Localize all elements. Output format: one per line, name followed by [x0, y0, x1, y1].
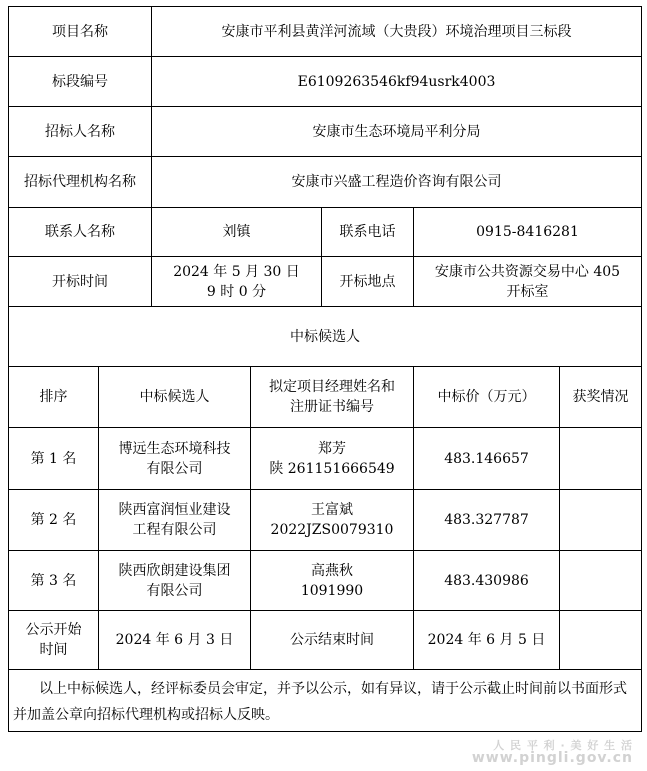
candidate-awards	[560, 551, 642, 611]
contact-value: 刘镇	[152, 208, 322, 257]
tenderer-label: 招标人名称	[9, 107, 152, 157]
open-place-line2: 开标室	[506, 283, 549, 300]
site-watermark	[472, 739, 633, 765]
row-candidates-title	[9, 307, 642, 367]
publicity-start-label: 公示开始 时间	[9, 611, 99, 670]
watermark-url: www.pingli.gov.cn	[471, 750, 633, 766]
section-code-value: E6109263546kf94usrk4003	[152, 57, 642, 107]
open-place-line1: 安康市公共资源交易中心 405	[434, 263, 621, 280]
candidate-price: 483.146657	[414, 428, 560, 490]
table-row	[9, 551, 642, 611]
agency-value: 安康市兴盛工程造价咨询有限公司	[152, 157, 642, 208]
open-time-value	[152, 257, 322, 307]
phone-value: 0915-8416281	[414, 208, 642, 257]
open-time-date: 2024 年 5 月 30 日	[173, 263, 300, 280]
tenderer-value: 安康市生态环境局平利分局	[152, 107, 642, 157]
section-code-label: 标段编号	[9, 57, 152, 107]
open-time-label: 开标时间	[9, 257, 152, 307]
candidate-price: 483.327787	[414, 490, 560, 551]
candidate-rank: 第 2 名	[9, 490, 99, 551]
candidate-awards	[560, 428, 642, 490]
open-place-value	[414, 257, 642, 307]
candidate-manager: 郑芳 陕 261151666549	[251, 428, 414, 490]
open-place-label: 开标地点	[322, 257, 414, 307]
candidate-name: 陕西欣朗建设集团 有限公司	[99, 551, 251, 611]
contact-label: 联系人名称	[9, 208, 152, 257]
candidate-name: 陕西富润恒业建设 工程有限公司	[99, 490, 251, 551]
row-notice	[9, 670, 642, 732]
candidate-price: 483.430986	[414, 551, 560, 611]
publicity-blank-cell	[560, 611, 642, 670]
project-name-label: 项目名称	[9, 7, 152, 57]
col-manager-header: 拟定项目经理姓名和 注册证书编号	[251, 367, 414, 428]
candidate-rank: 第 3 名	[9, 551, 99, 611]
publicity-start-value: 2024 年 6 月 3 日	[99, 611, 251, 670]
project-name-value: 安康市平利县黄洋河流域（大贵段）环境治理项目三标段	[152, 7, 642, 57]
candidate-manager: 高燕秋 1091990	[251, 551, 414, 611]
row-publicity	[9, 611, 642, 670]
row-bid-opening	[9, 257, 642, 307]
row-contact	[9, 208, 642, 257]
candidates-title: 中标候选人	[9, 307, 642, 367]
col-price-header: 中标价（万元）	[414, 367, 560, 428]
candidate-rank: 第 1 名	[9, 428, 99, 490]
row-tenderer	[9, 107, 642, 157]
row-project-name	[9, 7, 642, 57]
col-awards-header: 获奖情况	[560, 367, 642, 428]
table-row	[9, 490, 642, 551]
candidate-header-row	[9, 367, 642, 428]
phone-label: 联系电话	[322, 208, 414, 257]
watermark-slogan: 人 民 平 利 · 美 好 生 活	[493, 739, 633, 752]
open-time-hour: 9 时 0 分	[206, 283, 267, 300]
row-section-code	[9, 57, 642, 107]
bid-candidate-table	[8, 6, 642, 732]
col-rank-header: 排序	[9, 367, 99, 428]
notice-text-cell	[9, 670, 642, 732]
candidate-name: 博远生态环境科技 有限公司	[99, 428, 251, 490]
table-row	[9, 428, 642, 490]
publicity-end-label: 公示结束时间	[251, 611, 414, 670]
notice-text: 以上中标候选人，经评标委员会审定，并予以公示，如有异议，请于公示截止时间前以书面形式并加盖公章向招标代理机构或招标人反映。	[13, 680, 627, 723]
publicity-end-value: 2024 年 6 月 5 日	[414, 611, 560, 670]
col-candidate-header: 中标候选人	[99, 367, 251, 428]
candidate-manager: 王富斌 2022JZS0079310	[251, 490, 414, 551]
row-agency	[9, 157, 642, 208]
agency-label: 招标代理机构名称	[9, 157, 152, 208]
candidate-awards	[560, 490, 642, 551]
